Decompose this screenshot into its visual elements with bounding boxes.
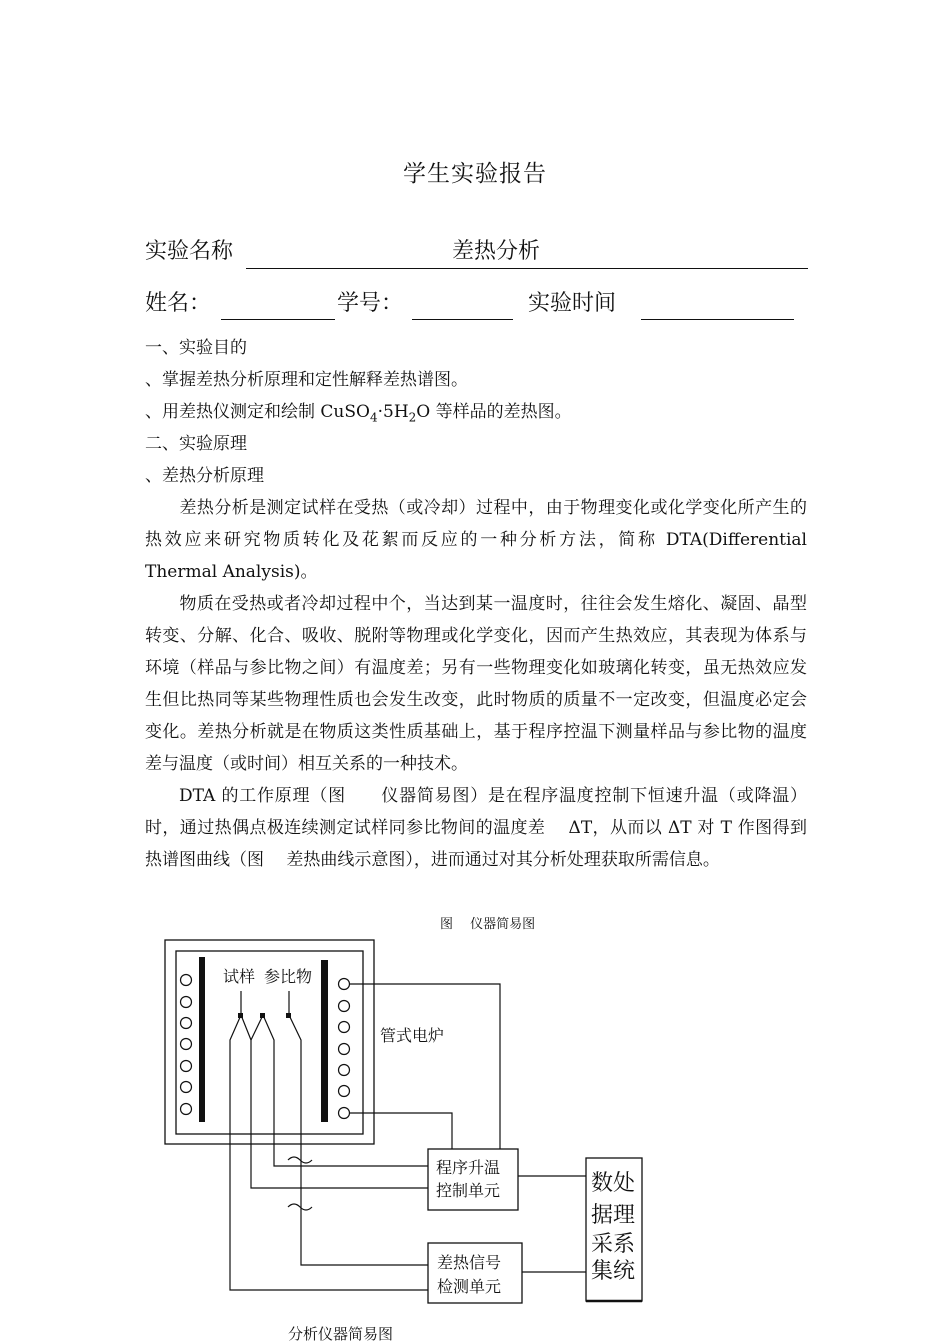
paragraph-2 [145, 588, 807, 780]
paragraph-1-text: 差热分析是测定试样在受热（或冷却）过程中，由于物理变化或化学变化所产生的热效应来研究物质转化及花絮而反应的一种分析方法，简称 DTA(Differential Thermal Analysis)。 [145, 498, 807, 582]
section-2-item-1: 、差热分析原理 [145, 466, 264, 486]
coil-circle [181, 997, 192, 1008]
figure-caption-top: 图 仪器简易图 [440, 917, 536, 932]
heater-bar-left [199, 957, 205, 1122]
coil-circle [181, 1018, 192, 1029]
break-mark [288, 1204, 312, 1210]
coil-circle [181, 1061, 192, 1072]
section-1-item-1: 、掌握差热分析原理和定性解释差热谱图。 [145, 370, 468, 390]
junction-dot [286, 1013, 291, 1018]
coil-circle [339, 1022, 350, 1033]
data-col2-char: 处 [613, 1171, 636, 1196]
data-col1-char: 数 [591, 1171, 614, 1196]
coil-circle [339, 1086, 350, 1097]
coil-circle [339, 1001, 350, 1012]
junction-dot [260, 1013, 265, 1018]
experiment-name-label: 实验名称 [145, 239, 234, 264]
thermocouple-wire-to-dta [230, 1015, 428, 1290]
experiment-name-value: 差热分析 [452, 239, 541, 264]
coil-circle [339, 979, 350, 990]
paragraph-3 [145, 780, 807, 876]
experiment-time-label: 实验时间 [528, 291, 617, 316]
thermocouple-wire [251, 1015, 263, 1040]
coil-circle [181, 1104, 192, 1115]
sample-label: 试样 [223, 967, 256, 986]
experiment-name-underline [246, 268, 808, 269]
student-id-label: 学号： [337, 291, 404, 316]
paragraph-3-text: DTA 的工作原理（图 仪器简易图）是在程序温度控制下恒速升温（或降温）时，通过热偶点极连续测定试样同参比物间的温度差 ΔT，从而以 ΔT 对 T 作图得到热谱图曲线（图 差热曲线示意图），进而通过对其分析处理获取所需信息。 [145, 786, 807, 870]
coil-circle [181, 1082, 192, 1093]
section-1-title: 一、实验目的 [145, 338, 247, 358]
coil-circle [181, 975, 192, 986]
dta-unit-line2: 检测单元 [437, 1277, 502, 1296]
item-2-text-pre: 、用差热仪测定和绘制 CuSO [145, 402, 370, 422]
subscript-4: 4 [369, 410, 378, 425]
coil-circle [339, 1044, 350, 1055]
paragraph-1 [145, 492, 807, 588]
program-unit-line1: 程序升温 [436, 1158, 501, 1177]
section-2-title: 二、实验原理 [145, 434, 247, 454]
page-title: 学生实验报告 [403, 161, 547, 187]
subscript-2: 2 [408, 410, 417, 425]
coil-circle [181, 1039, 192, 1050]
data-col1-char: 集 [591, 1259, 614, 1284]
item-2-text-mid: ·5H [377, 402, 409, 422]
item-2-text-post: O 等样品的差热图。 [416, 402, 572, 422]
dta-unit-line1: 差热信号 [437, 1253, 502, 1272]
program-unit-line2: 控制单元 [436, 1181, 501, 1200]
student-id-underline [412, 319, 513, 320]
paragraph-2-text: 物质在受热或者冷却过程中个，当达到某一温度时，往往会发生熔化、凝固、晶型转变、分解、化合、吸收、脱附等物理或化学变化，因而产生热效应，其表现为体系与环境（样品与参比物之间）有温度差；另有一些物理变化如玻璃化转变，虽无热效应发生但比热同等某些物理性质也会发生改变，此时物质的质量不一定改变，但温度必定会变化。差热分析就是在物质这类性质基础上，基于程序控温下测量样品与参比物的温度差与温度（或时间）相互关系的一种技术。 [145, 594, 807, 774]
junction-dot [238, 1013, 243, 1018]
coil-circle [339, 1108, 350, 1119]
student-name-underline [221, 319, 335, 320]
heater-bar-right [321, 960, 328, 1122]
thermocouple-wire-ref [289, 1015, 428, 1265]
student-name-label: 姓名： [145, 291, 212, 316]
figure-caption-bottom: 分析仪器简易图 [288, 1325, 394, 1343]
data-col2-char: 统 [613, 1259, 636, 1284]
coil-circle [339, 1065, 350, 1076]
data-col2-char: 理 [613, 1203, 636, 1228]
furnace-power-lead-top [349, 984, 500, 1149]
furnace-label: 管式电炉 [380, 1026, 445, 1045]
experiment-time-underline [641, 319, 794, 320]
instrument-diagram [0, 930, 950, 1344]
reference-label: 参比物 [264, 967, 313, 986]
data-col1-char: 据 [591, 1203, 614, 1228]
data-col1-char: 采 [591, 1232, 614, 1257]
data-col2-char: 系 [613, 1232, 636, 1257]
break-mark [288, 1157, 312, 1163]
